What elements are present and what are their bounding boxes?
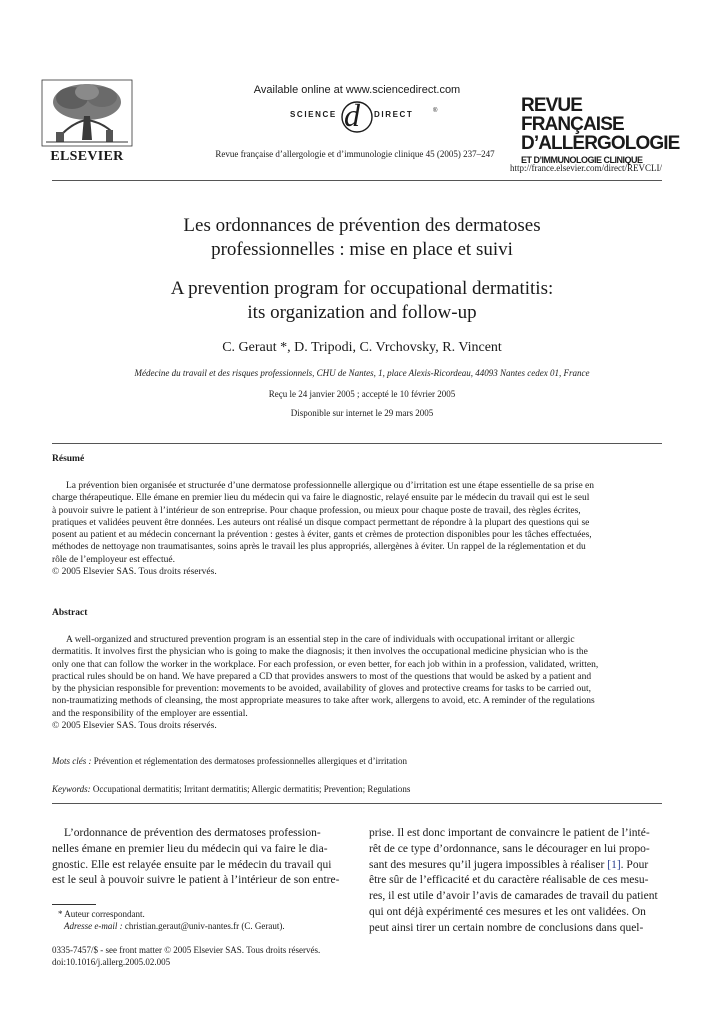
body-line: sant des mesures qu’il jugera impossibles à réaliser [369,858,605,871]
sd-registered-icon: ® [433,108,438,114]
journal-brand [521,96,683,165]
journal-url[interactable]: http://france.elsevier.com/direct/REVCLI/ [510,163,662,173]
body-line: qui ont déjà expérimenté ces mesures et les ont validées. On [369,905,646,918]
sciencedirect-logo [270,97,440,134]
footnote-divider [52,904,96,905]
keywords-text: Occupational dermatitis; Irritant dermatitis; Allergic dermatitis; Prevention; Regulations [92,784,411,794]
resume-heading: Résumé [52,454,85,464]
footnote-email[interactable]: christian.geraut@univ-nantes.fr (C. Geraut). [124,921,285,931]
abstract-line: only one that can follow the worker in the workplace. For each profession, or even better, for each job within in a profession, validated, written, [52,659,599,670]
title-en-line1: A prevention program for occupational dermatitis: [170,278,554,299]
title-fr-line1: Les ordonnances de prévention des dermatoses [183,215,541,236]
body-line: gnostic. Elle est relayée ensuite par le médecin du travail qui [52,858,332,871]
body-top-divider [52,803,662,804]
abstract-line: practical rules should be on hand. We have prepared a CD that provides answers to most of the questions that would be asked by a patient and [52,671,592,682]
resume-line: rôle de l’employeur est effectué. [52,554,176,565]
resume-line: pratiques et validées peuvent être données. Les auteurs ont réalisé un disque compact permettant de répondre à la plupart des questions qui se [52,517,590,528]
abstract-heading: Abstract [52,608,88,618]
sd-at-glyph: d [344,97,360,133]
body-line: rêt de ce type d’ordonnance, sans le décourager en lui propo- [369,842,650,855]
keywords-label: Keywords: [52,784,91,794]
header-divider [52,180,662,181]
body-line-tail: . Pour [620,858,649,871]
available-online-text: Available online at www.sciencedirect.com [253,84,461,96]
body-line: nelles émane en premier lieu du médecin qui va faire le dia- [52,842,328,855]
resume-line: posent au patient et au médecin concernant la prévention : gestes à éviter, gants et crèmes de protection disponibles pour les tâches effectuées, [52,530,592,541]
body-left-column [52,826,345,889]
resume-copyright: © 2005 Elsevier SAS. Tous droits réservés. [52,567,217,578]
body-line: être sûr de l’efficacité et du caractère réalisable de ces mesu- [369,874,649,887]
resume-line: charge thérapeutique. Elle émane en premier lieu du médecin qui va faire le diagnostic, relayé ensuite par le médecin du travail qui est le seul [52,493,590,504]
mots-cles-text: Prévention et réglementation des dermatoses professionnelles allergiques et d’irritation [93,756,407,766]
issn-line: 0335-7457/$ - see front matter © 2005 Elsevier SAS. Tous droits réservés. [52,945,321,955]
journal-citation: Revue française d’allergologie et d’immunologie clinique 45 (2005) 237–247 [215,149,495,159]
resume-line: La prévention bien organisée et structurée d’une dermatose professionnelle allergique ou d’irritation est une étape essentielle de sa prise en [66,481,595,491]
issn-block [52,944,352,968]
online-date: Disponible sur internet le 29 mars 2005 [290,408,434,418]
resume-line: méthodes de nettoyage non traumatisantes, soins après le travail les plus appropriés, allergènes à éviter. Un rappel de la réglementation et du [52,542,586,553]
body-right-column [369,826,662,937]
doi-line[interactable]: doi:10.1016/j.allerg.2005.02.005 [52,957,171,967]
abstract-line: non-traumatizing methods of cleansing, the most appropriate measures to take after work, allergens to avoid, etc. A reminder of the regulations [52,696,595,707]
abstract-top-divider [52,443,662,444]
abstract-line: dermatitis. It involves first the physician who is going to make the diagnosis; it then involves the occupational medicine physician who is the [52,647,588,658]
resume-text [52,480,662,578]
abstract-line: A well-organized and structured prevention program is an essential step in the care of individuals with occupational irritant or allergic [66,635,575,645]
elsevier-logo [40,78,140,164]
abstract-copyright: © 2005 Elsevier SAS. Tous droits réservés. [52,721,217,732]
reference-link[interactable]: [1] [607,858,621,871]
journal-brand-line3: ET D’IMMUNOLOGIE CLINIQUE [521,155,643,165]
body-line: L’ordonnance de prévention des dermatoses profession- [64,827,321,839]
title-en [60,277,664,325]
received-date: Reçu le 24 janvier 2005 ; accepté le 10 février 2005 [268,389,456,399]
sd-right-word: DIRECT [374,110,414,119]
abstract-line: and the responsibility of the employer are essential. [52,708,248,719]
body-line: peut ainsi tirer un certain nombre de conclusions dans quel- [369,921,644,934]
footnote-author: * Auteur correspondant. [58,909,145,919]
body-line: est le seul à pouvoir suivre le patient à l’intérieur de son entre- [52,874,340,887]
mots-cles-label: Mots clés : [52,756,92,766]
elsevier-tree-icon [40,78,134,148]
resume-line: à pouvoir suivre le patient à l’intérieur de son entreprise. Pour chaque profession, ou mieux pour chaque poste de travail, des règles écrites, [52,505,581,516]
sd-left-word: SCIENCE [290,110,337,119]
journal-brand-line2: D’ALLERGOLOGIE [521,133,680,154]
title-en-line2: its organization and follow-up [247,302,477,323]
keywords [52,784,662,794]
body-line-with-ref [369,858,662,874]
journal-brand-line1: REVUE FRANÇAISE [521,95,624,135]
mots-cles [52,756,662,766]
publisher-name: ELSEVIER [50,149,124,164]
affiliation: Médecine du travail et des risques professionnels, CHU de Nantes, 1, place Alexis-Ricordeau, 44093 Nantes cedex 01, France [134,368,590,378]
body-line: res, il est utile d’avoir l’avis de camarades de travail du patient [369,890,658,903]
title-fr-line2: professionnelles : mise en place et suivi [211,239,513,260]
body-line: prise. Il est donc important de convaincre le patient de l’inté- [369,827,650,839]
author-list: C. Geraut *, D. Tripodi, C. Vrchovsky, R. Vincent [222,340,502,355]
footnote [58,908,348,932]
abstract-line: by the physician responsible for prevention: movements to be avoided, availability of gloves and protective creams for tasks to be carried out, [52,684,591,695]
footnote-email-label: Adresse e-mail : [64,921,123,931]
sd-ring-icon [340,97,374,134]
abstract-text [52,634,662,732]
title-fr [60,214,664,262]
